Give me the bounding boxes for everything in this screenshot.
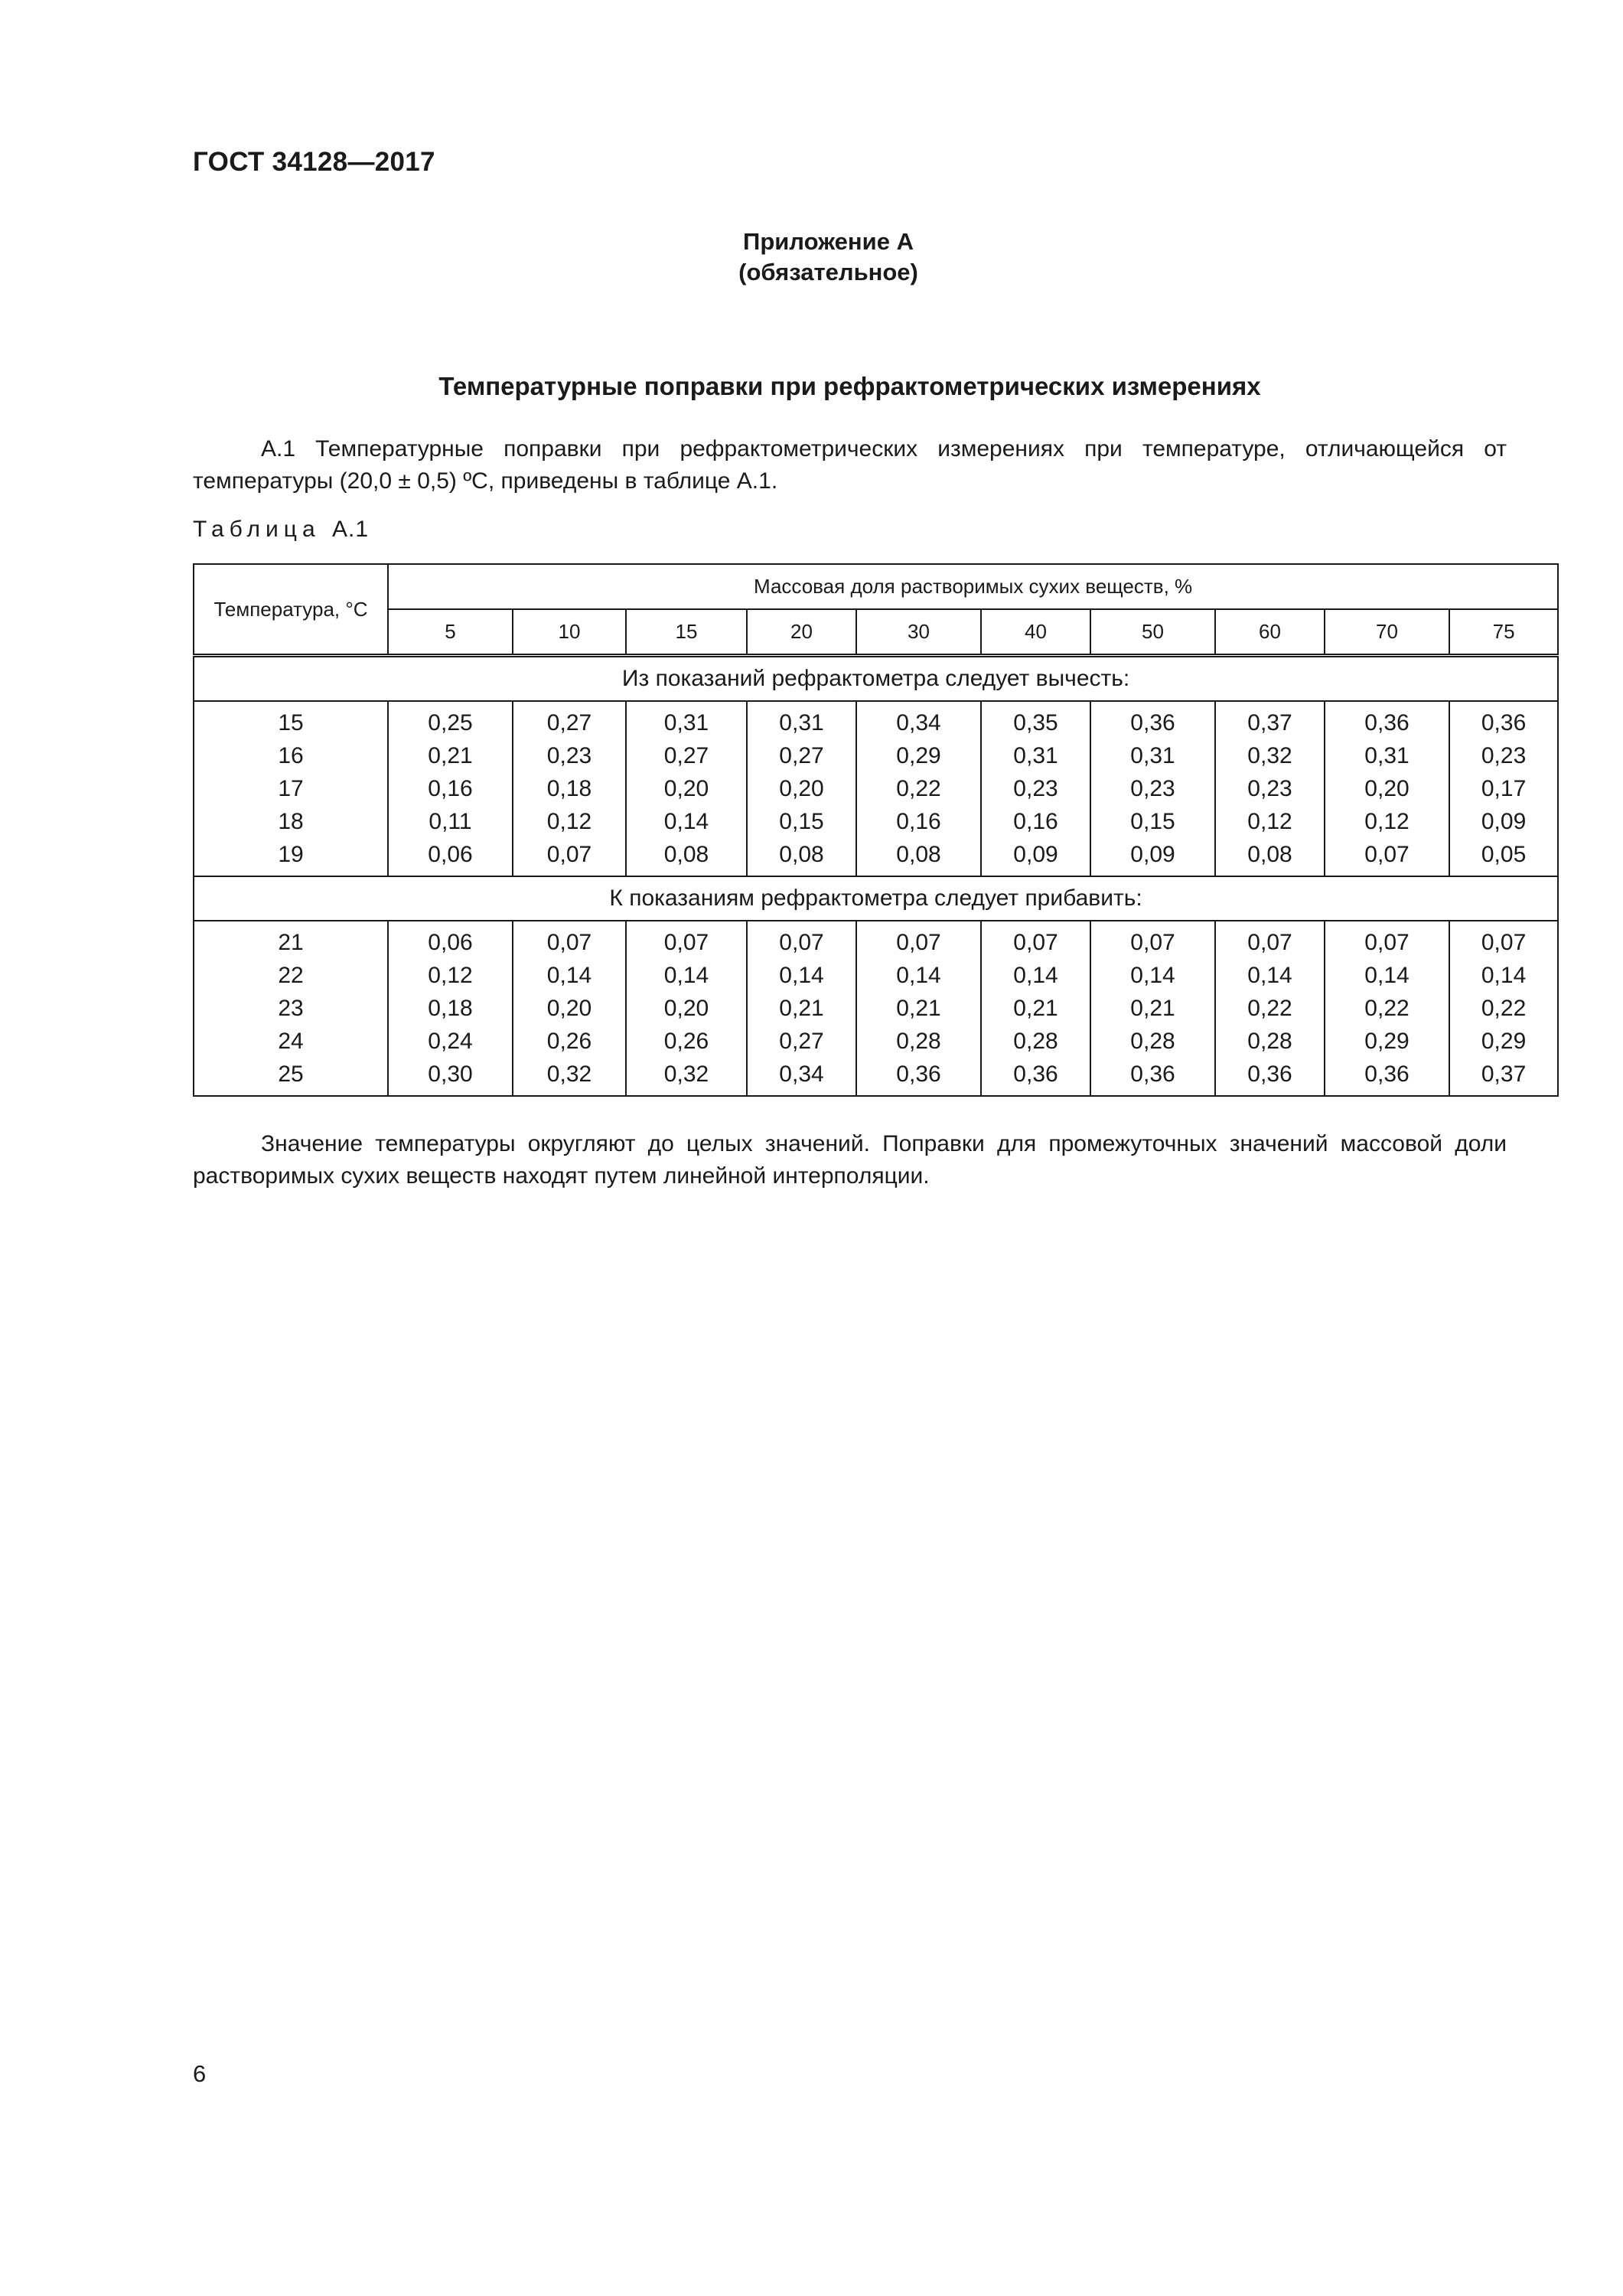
correction-value-cell: 0,30 [388, 1058, 513, 1096]
correction-value-cell: 0,27 [747, 1025, 856, 1058]
document-id: ГОСТ 34128—2017 [193, 147, 435, 177]
correction-value-cell: 0,22 [1325, 992, 1449, 1025]
correction-value-cell: 0,28 [856, 1025, 981, 1058]
correction-value-cell: 0,37 [1449, 1058, 1558, 1096]
table-row [194, 921, 1558, 959]
correction-value-cell: 0,20 [626, 772, 747, 805]
column-header: 60 [1215, 609, 1325, 656]
correction-value-cell: 0,26 [513, 1025, 626, 1058]
correction-value-cell: 0,07 [747, 921, 856, 959]
table-row [194, 992, 1558, 1025]
correction-value-cell: 0,14 [747, 959, 856, 992]
correction-value-cell: 0,36 [1325, 701, 1449, 739]
correction-value-cell: 0,23 [1215, 772, 1325, 805]
correction-value-cell: 0,06 [388, 838, 513, 876]
column-header: 30 [856, 609, 981, 656]
correction-value-cell: 0,28 [1215, 1025, 1325, 1058]
correction-value-cell: 0,16 [981, 805, 1090, 838]
column-header: 70 [1325, 609, 1449, 656]
correction-value-cell: 0,07 [1325, 838, 1449, 876]
correction-value-cell: 0,20 [513, 992, 626, 1025]
correction-value-cell: 0,14 [1325, 959, 1449, 992]
correction-value-cell: 0,12 [1215, 805, 1325, 838]
correction-value-cell: 0,21 [856, 992, 981, 1025]
correction-value-cell: 0,32 [513, 1058, 626, 1096]
correction-value-cell: 0,24 [388, 1025, 513, 1058]
correction-value-cell: 0,35 [981, 701, 1090, 739]
section-label-group [194, 656, 1558, 702]
correction-value-cell: 0,26 [626, 1025, 747, 1058]
temperature-cell: 17 [194, 772, 388, 805]
correction-value-cell: 0,17 [1449, 772, 1558, 805]
correction-value-cell: 0,07 [981, 921, 1090, 959]
correction-value-cell: 0,36 [981, 1058, 1090, 1096]
correction-value-cell: 0,21 [981, 992, 1090, 1025]
temperature-cell: 16 [194, 739, 388, 772]
column-header: 5 [388, 609, 513, 656]
temperature-header: Температура, °С [194, 564, 388, 656]
correction-value-cell: 0,23 [513, 739, 626, 772]
section-values-group [194, 701, 1558, 876]
correction-value-cell: 0,32 [1215, 739, 1325, 772]
correction-value-cell: 0,07 [1325, 921, 1449, 959]
correction-value-cell: 0,36 [1449, 701, 1558, 739]
table-caption-word: Таблица [193, 517, 321, 542]
correction-value-cell: 0,14 [1215, 959, 1325, 992]
column-header: 50 [1090, 609, 1215, 656]
correction-value-cell: 0,23 [1090, 772, 1215, 805]
table-row [194, 1025, 1558, 1058]
correction-value-cell: 0,18 [388, 992, 513, 1025]
correction-value-cell: 0,14 [1449, 959, 1558, 992]
correction-value-cell: 0,36 [1215, 1058, 1325, 1096]
correction-value-cell: 0,31 [1325, 739, 1449, 772]
correction-value-cell: 0,06 [388, 921, 513, 959]
intro-paragraph: А.1 Температурные поправки при рефрактометрических измерениях при температуре, отличающейся от температуры (20,0 ± 0,5) ºС, приведены в таблице А.1. [193, 436, 1507, 494]
table-caption-number: А.1 [331, 517, 370, 542]
column-header: 15 [626, 609, 747, 656]
correction-value-cell: 0,29 [1325, 1025, 1449, 1058]
correction-value-cell: 0,07 [1215, 921, 1325, 959]
correction-value-cell: 0,12 [388, 959, 513, 992]
appendix-title: Приложение А [743, 228, 914, 255]
column-header: 75 [1449, 609, 1558, 656]
correction-value-cell: 0,36 [1325, 1058, 1449, 1096]
correction-value-cell: 0,16 [388, 772, 513, 805]
table-caption [193, 517, 369, 543]
correction-value-cell: 0,08 [856, 838, 981, 876]
page-number: 6 [193, 2060, 207, 2087]
correction-value-cell: 0,09 [981, 838, 1090, 876]
correction-value-cell: 0,11 [388, 805, 513, 838]
column-header: 10 [513, 609, 626, 656]
correction-value-cell: 0,29 [856, 739, 981, 772]
temperature-cell: 24 [194, 1025, 388, 1058]
section-values-group [194, 921, 1558, 1096]
correction-value-cell: 0,12 [1325, 805, 1449, 838]
appendix-heading [0, 227, 1623, 288]
correction-value-cell: 0,08 [1215, 838, 1325, 876]
temperature-cell: 23 [194, 992, 388, 1025]
correction-value-cell: 0,22 [856, 772, 981, 805]
correction-value-cell: 0,21 [1090, 992, 1215, 1025]
correction-value-cell: 0,36 [1090, 701, 1215, 739]
correction-value-cell: 0,09 [1090, 838, 1215, 876]
correction-value-cell: 0,14 [626, 959, 747, 992]
correction-value-cell: 0,18 [513, 772, 626, 805]
temperature-cell: 18 [194, 805, 388, 838]
correction-value-cell: 0,23 [1449, 739, 1558, 772]
temperature-cell: 19 [194, 838, 388, 876]
correction-value-cell: 0,27 [513, 701, 626, 739]
temperature-cell: 22 [194, 959, 388, 992]
correction-value-cell: 0,36 [856, 1058, 981, 1096]
correction-value-cell: 0,36 [1090, 1058, 1215, 1096]
correction-value-cell: 0,07 [1090, 921, 1215, 959]
correction-value-cell: 0,14 [981, 959, 1090, 992]
section-label-row [194, 656, 1558, 702]
correction-value-cell: 0,14 [856, 959, 981, 992]
correction-value-cell: 0,27 [747, 739, 856, 772]
correction-value-cell: 0,07 [856, 921, 981, 959]
correction-value-cell: 0,28 [981, 1025, 1090, 1058]
correction-value-cell: 0,22 [1215, 992, 1325, 1025]
correction-table [193, 563, 1559, 1097]
correction-value-cell: 0,32 [626, 1058, 747, 1096]
correction-value-cell: 0,08 [626, 838, 747, 876]
correction-value-cell: 0,21 [388, 739, 513, 772]
temperature-cell: 21 [194, 921, 388, 959]
section-label: К показаниям рефрактометра следует прибавить: [194, 876, 1558, 921]
correction-value-cell: 0,07 [513, 921, 626, 959]
temperature-cell: 25 [194, 1058, 388, 1096]
correction-value-cell: 0,12 [513, 805, 626, 838]
column-header-row [194, 609, 1558, 656]
table-row [194, 959, 1558, 992]
table-row [194, 701, 1558, 739]
temperature-cell: 15 [194, 701, 388, 739]
appendix-status: (обязательное) [738, 259, 918, 285]
correction-value-cell: 0,15 [1090, 805, 1215, 838]
section-title: Температурные поправки при рефрактометрических измерениях [438, 372, 1261, 400]
table-row [194, 838, 1558, 876]
correction-value-cell: 0,20 [747, 772, 856, 805]
correction-value-cell: 0,34 [856, 701, 981, 739]
note-paragraph: Значение температуры округляют до целых значений. Поправки для промежуточных значений массовой доли растворимых сухих веществ находят путем линейной интерполяции. [193, 1131, 1507, 1189]
correction-value-cell: 0,37 [1215, 701, 1325, 739]
correction-value-cell: 0,14 [513, 959, 626, 992]
column-header: 20 [747, 609, 856, 656]
column-header: 40 [981, 609, 1090, 656]
correction-value-cell: 0,08 [747, 838, 856, 876]
correction-value-cell: 0,20 [626, 992, 747, 1025]
correction-value-cell: 0,07 [626, 921, 747, 959]
table-header [194, 564, 1558, 656]
correction-value-cell: 0,34 [747, 1058, 856, 1096]
table-row [194, 1058, 1558, 1096]
correction-value-cell: 0,31 [626, 701, 747, 739]
section-label-group [194, 876, 1558, 921]
correction-value-cell: 0,14 [626, 805, 747, 838]
correction-value-cell: 0,22 [1449, 992, 1558, 1025]
correction-value-cell: 0,31 [981, 739, 1090, 772]
table-row [194, 772, 1558, 805]
correction-value-cell: 0,23 [981, 772, 1090, 805]
correction-value-cell: 0,25 [388, 701, 513, 739]
correction-value-cell: 0,07 [1449, 921, 1558, 959]
correction-value-cell: 0,05 [1449, 838, 1558, 876]
correction-value-cell: 0,15 [747, 805, 856, 838]
correction-value-cell: 0,14 [1090, 959, 1215, 992]
correction-value-cell: 0,21 [747, 992, 856, 1025]
correction-value-cell: 0,27 [626, 739, 747, 772]
section-label: Из показаний рефрактометра следует вычесть: [194, 656, 1558, 702]
correction-value-cell: 0,31 [1090, 739, 1215, 772]
table-row [194, 805, 1558, 838]
section-label-row [194, 876, 1558, 921]
correction-value-cell: 0,07 [513, 838, 626, 876]
correction-value-cell: 0,16 [856, 805, 981, 838]
correction-value-cell: 0,29 [1449, 1025, 1558, 1058]
correction-value-cell: 0,20 [1325, 772, 1449, 805]
correction-value-cell: 0,09 [1449, 805, 1558, 838]
correction-value-cell: 0,28 [1090, 1025, 1215, 1058]
mass-fraction-header: Массовая доля растворимых сухих веществ, % [388, 564, 1558, 609]
table-row [194, 739, 1558, 772]
correction-value-cell: 0,31 [747, 701, 856, 739]
